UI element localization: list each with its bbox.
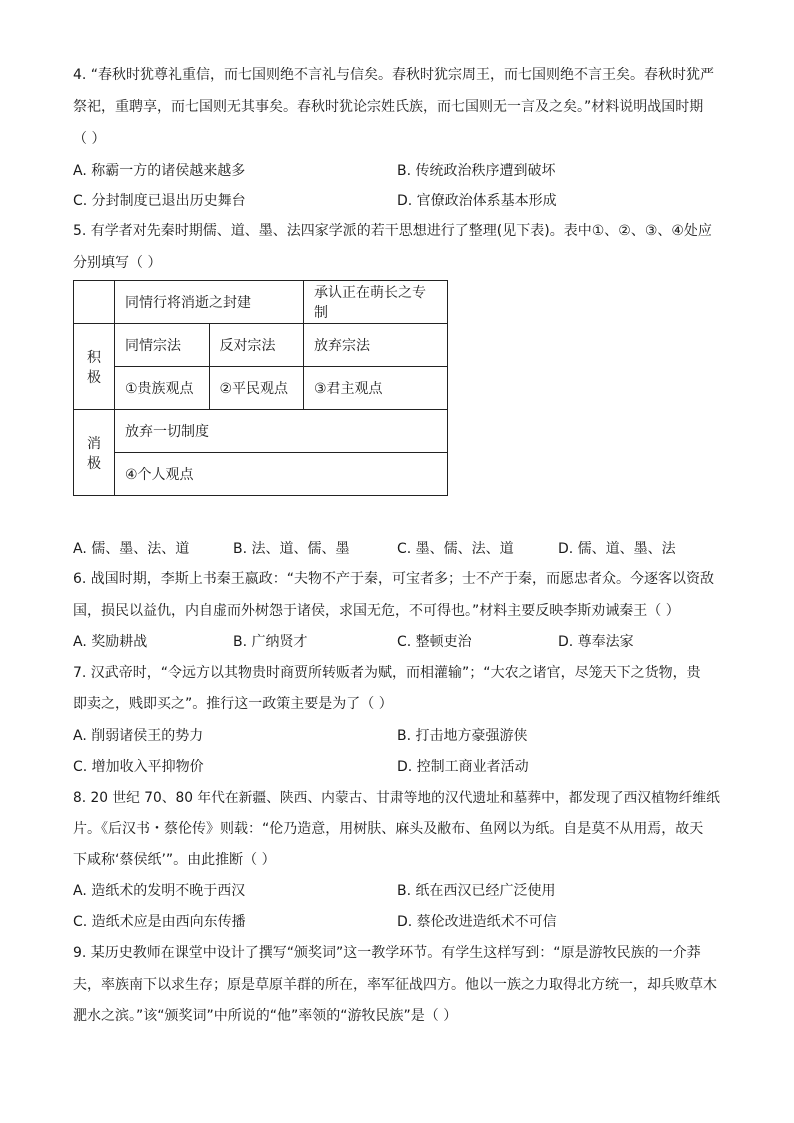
q7-option-b[interactable]: B. 打击地方豪强游侠	[397, 728, 528, 744]
q6-option-b[interactable]: B. 广纳贤才	[233, 634, 308, 650]
table-cell-individual-view: ④个人观点	[115, 453, 448, 496]
q7-option-c[interactable]: C. 增加收入平抑物价	[73, 759, 204, 775]
table-label-positive: 积极	[74, 324, 115, 410]
q8-option-a[interactable]: A. 造纸术的发明不晚于西汉	[73, 883, 246, 899]
table-header-feudal: 同情行将消逝之封建	[115, 281, 304, 324]
q4-answer-blank: （ ）	[73, 131, 106, 147]
q6-stem-line2: 国，损民以益仇，内自虚而外树怨于诸侯，求国无危，不可得也。”材料主要反映李斯劝诫秦王（ ）	[73, 603, 680, 619]
q4-option-a[interactable]: A. 称霸一方的诸侯越来越多	[73, 163, 246, 179]
q4-option-c[interactable]: C. 分封制度已退出历史舞台	[73, 193, 246, 209]
q4-stem-line2: 祭祀，重聘享，而七国则无其事矣。春秋时犹论宗姓氏族，而七国则无一言及之矣。”材料说明战国时期	[73, 99, 704, 115]
q7-option-a[interactable]: A. 削弱诸侯王的势力	[73, 728, 204, 744]
table-label-negative: 消极	[74, 410, 115, 496]
table-cell-oppose-clan: 反对宗法	[209, 324, 304, 367]
q7-stem-line1: 7. 汉武帝时，“令远方以其物贵时商贾所转贩者为赋，而相灌输”；“大农之诸官，尽笼天下之货物，贵	[73, 665, 701, 681]
q6-option-d[interactable]: D. 尊奉法家	[558, 634, 634, 650]
q5-stem-line1: 5. 有学者对先秦时期儒、道、墨、法四家学派的若干思想进行了整理(见下表)。表中①、②、③、④处应	[73, 223, 712, 239]
table-cell-monarch-view: ③君主观点	[304, 367, 448, 410]
table-cell-commoner-view: ②平民观点	[209, 367, 304, 410]
q6-stem-line1: 6. 战国时期，李斯上书秦王嬴政：“夫物不产于秦，可宝者多；士不产于秦，而愿忠者众。今逐客以资敌	[73, 571, 715, 587]
table-header-autocracy: 承认正在萌长之专制	[304, 281, 448, 324]
q5-stem-line2: 分别填写（ ）	[73, 255, 162, 271]
q4-option-d[interactable]: D. 官僚政治体系基本形成	[397, 193, 557, 209]
table-cell-abandon-all: 放弃一切制度	[115, 410, 448, 453]
q8-option-c[interactable]: C. 造纸术应是由西向东传播	[73, 914, 246, 930]
q6-option-a[interactable]: A. 奖励耕战	[73, 634, 148, 650]
table-cell-abandon-clan: 放弃宗法	[304, 324, 448, 367]
table-cell-noble-view: ①贵族观点	[115, 367, 210, 410]
q8-stem-line3: 下咸称‘蔡侯纸’”。由此推断（ ）	[73, 852, 276, 868]
q9-stem-line3: 淝水之滨。”该“颁奖词”中所说的“他”率领的“游牧民族”是（ ）	[73, 1008, 458, 1024]
table-cell-sympathize-clan: 同情宗法	[115, 324, 210, 367]
q4-option-b[interactable]: B. 传统政治秩序遭到破坏	[397, 163, 556, 179]
q4-stem-line1: 4. “春秋时犹尊礼重信，而七国则绝不言礼与信矣。春秋时犹宗周王，而七国则绝不言王矣。春秋时犹严	[73, 67, 715, 83]
q7-stem-line2: 即卖之，贱即买之”。推行这一政策主要是为了（ ）	[73, 696, 393, 712]
q5-thought-table	[73, 280, 448, 496]
q6-option-c[interactable]: C. 整顿吏治	[397, 634, 472, 650]
q5-option-a[interactable]: A. 儒、墨、法、道	[73, 541, 190, 557]
q5-option-b[interactable]: B. 法、道、儒、墨	[233, 541, 350, 557]
q9-stem-line2: 夫，率族南下以求生存；原是草原羊群的所在，率军征战四方。他以一族之力取得北方统一，却兵败草木	[73, 977, 717, 993]
q7-option-d[interactable]: D. 控制工商业者活动	[397, 759, 529, 775]
q8-stem-line1: 8. 20 世纪 70、80 年代在新疆、陕西、内蒙古、甘肃等地的汉代遗址和墓葬中，都发现了西汉植物纤维纸	[73, 790, 720, 806]
q5-option-c[interactable]: C. 墨、儒、法、道	[397, 541, 514, 557]
q8-option-b[interactable]: B. 纸在西汉已经广泛使用	[397, 883, 556, 899]
q5-option-d[interactable]: D. 儒、道、墨、法	[558, 541, 676, 557]
q9-stem-line1: 9. 某历史教师在课堂中设计了撰写“颁奖词”这一教学环节。有学生这样写到：“原是游牧民族的一介莽	[73, 945, 701, 961]
q8-option-d[interactable]: D. 蔡伦改进造纸术不可信	[397, 914, 557, 930]
table-corner-cell	[74, 281, 115, 324]
q8-stem-line2: 片。《后汉书・蔡伦传》则载：“伦乃造意，用树肤、麻头及敝布、鱼网以为纸。自是莫不从用焉，故天	[73, 821, 704, 837]
